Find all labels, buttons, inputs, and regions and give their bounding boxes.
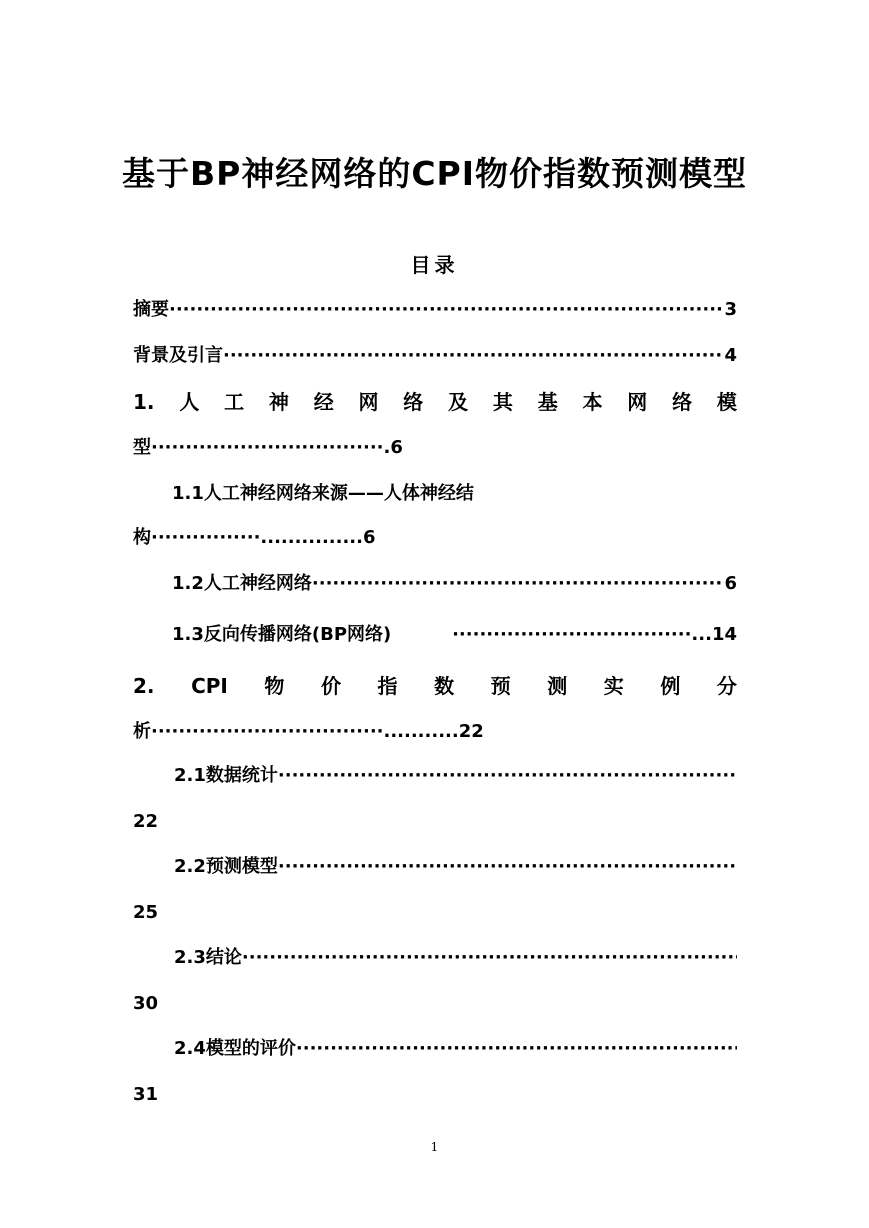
section-char: 人 bbox=[179, 390, 200, 414]
toc-entry-label: 背景及引言 bbox=[133, 345, 223, 366]
toc-leader-dots: ···································... bbox=[452, 624, 712, 645]
toc-entry-label: 2.3结论 bbox=[174, 947, 242, 968]
section-number: 2. bbox=[133, 674, 155, 698]
section-number: 1. bbox=[133, 390, 155, 414]
toc-entry-label: 1.3反向传播网络(BP网络) bbox=[172, 624, 392, 645]
section-char: 指 bbox=[377, 674, 398, 698]
section-char: 经 bbox=[313, 390, 334, 414]
toc-entry-label: 1.2人工神经网络 bbox=[172, 573, 312, 594]
toc-entry-2-4-page: 31 bbox=[133, 1084, 159, 1105]
toc-leader-dots bbox=[312, 570, 725, 598]
toc-entry-page: 6 bbox=[724, 573, 737, 594]
section-char: 本 bbox=[582, 390, 603, 414]
toc-heading: 目录 bbox=[410, 253, 459, 277]
section-char: 数 bbox=[434, 674, 455, 698]
toc-entry-page: 6 bbox=[390, 437, 403, 458]
toc-entry-label: 2.2预测模型 bbox=[174, 856, 278, 877]
section-char: CPI bbox=[191, 674, 228, 698]
toc-entry-label: 摘要 bbox=[133, 299, 169, 320]
toc-entry-section-2-continuation[interactable] bbox=[133, 718, 484, 746]
toc-entry-section-1[interactable] bbox=[133, 388, 737, 416]
document-title: 基于BP神经网络的CPI物价指数预测模型 bbox=[121, 154, 748, 193]
toc-entry-2-4[interactable] bbox=[174, 1035, 737, 1063]
section-char: 测 bbox=[547, 674, 568, 698]
toc-entry-page: 6 bbox=[362, 527, 376, 548]
toc-entry-abstract[interactable] bbox=[133, 296, 737, 324]
toc-entry-label: 2.4模型的评价 bbox=[174, 1038, 296, 1059]
toc-leader-dots bbox=[278, 762, 737, 790]
toc-leader-dots bbox=[242, 944, 737, 972]
toc-entry-page: 14 bbox=[711, 624, 737, 645]
page-number: 1 bbox=[430, 1140, 439, 1154]
section-char: 网 bbox=[627, 390, 648, 414]
toc-entry-tail: 型 bbox=[133, 437, 151, 458]
section-char: 工 bbox=[224, 390, 245, 414]
toc-leader-dots: ················............... bbox=[151, 527, 363, 548]
toc-entry-2-1-page: 22 bbox=[133, 811, 159, 832]
toc-entry-tail: 析 bbox=[133, 721, 151, 742]
toc-leader-dots bbox=[169, 296, 724, 324]
section-char: 模 bbox=[716, 390, 737, 414]
toc-leader-dots bbox=[223, 342, 724, 370]
section-char: 及 bbox=[448, 390, 469, 414]
section-char: 络 bbox=[403, 390, 424, 414]
section-char: 预 bbox=[490, 674, 511, 698]
toc-entry-tail: 构 bbox=[133, 527, 151, 548]
toc-entry-page: 22 bbox=[458, 721, 484, 742]
section-char: 实 bbox=[603, 674, 624, 698]
toc-entry-2-3-page: 30 bbox=[133, 993, 159, 1014]
toc-entry-2-1[interactable] bbox=[174, 762, 737, 790]
toc-entry-2-3[interactable] bbox=[174, 944, 737, 972]
toc-entry-1-3[interactable] bbox=[172, 621, 737, 649]
section-char: 基 bbox=[537, 390, 558, 414]
section-char: 价 bbox=[320, 674, 341, 698]
section-char: 分 bbox=[716, 674, 737, 698]
section-char: 络 bbox=[672, 390, 693, 414]
toc-leader-dots: ··································. bbox=[151, 437, 391, 458]
toc-leader-dots bbox=[296, 1035, 737, 1063]
section-char: 神 bbox=[268, 390, 289, 414]
section-char: 物 bbox=[264, 674, 285, 698]
toc-entry-1-1-continuation[interactable] bbox=[133, 524, 376, 552]
toc-entry-label: 1.1人工神经网络来源——人体神经结 bbox=[172, 483, 474, 504]
toc-entry-section-1-continuation[interactable] bbox=[133, 434, 403, 462]
section-char: 网 bbox=[358, 390, 379, 414]
toc-entry-label: 2.1数据统计 bbox=[174, 765, 278, 786]
section-char: 例 bbox=[660, 674, 681, 698]
toc-entry-2-2[interactable] bbox=[174, 853, 737, 881]
toc-leader-dots bbox=[278, 853, 737, 881]
toc-entry-1-1[interactable] bbox=[172, 480, 474, 508]
toc-leader-dots: ··································........... bbox=[151, 721, 459, 742]
toc-entry-2-2-page: 25 bbox=[133, 902, 159, 923]
toc-entry-page: 4 bbox=[724, 345, 737, 366]
section-char: 其 bbox=[492, 390, 513, 414]
toc-entry-1-2[interactable] bbox=[172, 570, 737, 598]
toc-entry-background[interactable] bbox=[133, 342, 737, 370]
toc-entry-page: 3 bbox=[724, 299, 737, 320]
toc-entry-section-2[interactable] bbox=[133, 672, 737, 700]
